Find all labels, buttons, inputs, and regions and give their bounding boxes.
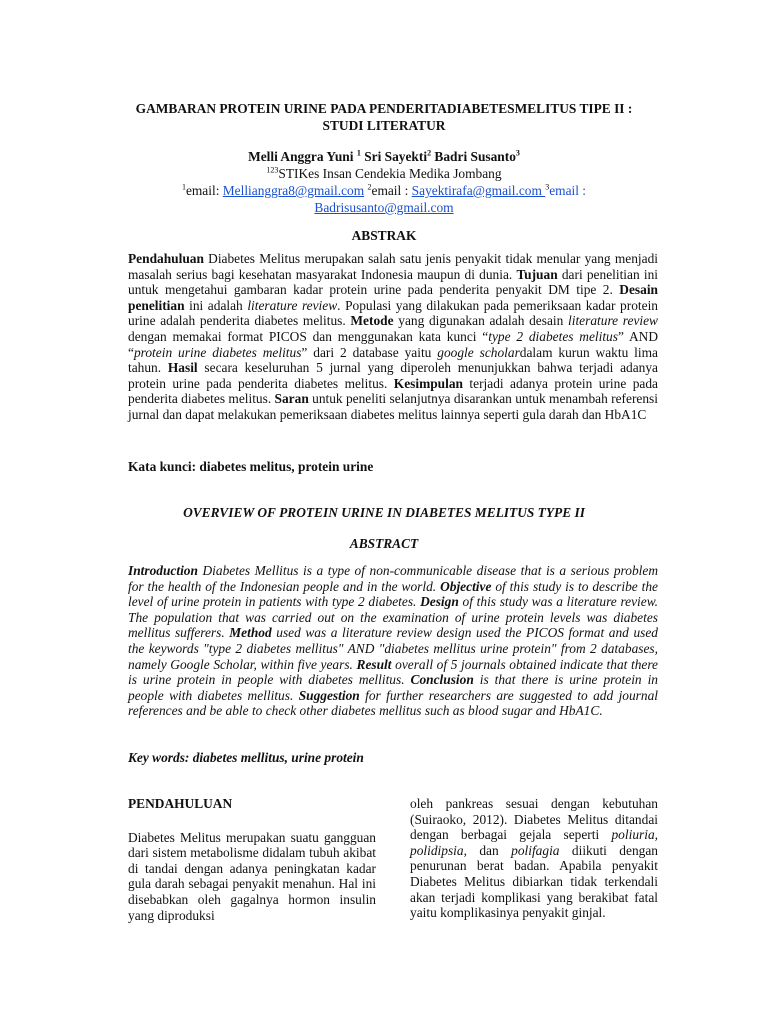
- affiliation-text: STIKes Insan Cendekia Medika Jombang: [278, 166, 502, 181]
- key-words: [128, 750, 658, 766]
- abstract-heading: ABSTRACT: [349, 536, 419, 551]
- introduction-label: Introduction: [128, 563, 198, 578]
- suggestion-text: for further researchers are suggested to add journal references and be able to check other diabetes mellitus such as blood sugar and HbA1C.: [128, 687, 658, 719]
- kata-kunci-text: : diabetes melitus, protein urine: [191, 459, 374, 474]
- paper-title: [100, 100, 668, 134]
- kesimpulan-text: terjadi adanya protein urine pada penderita diabetes melitus.: [128, 375, 658, 407]
- tujuan-label: Tujuan: [516, 266, 558, 282]
- desain-text-1: ini adalah: [184, 297, 248, 313]
- abstract-body: [128, 563, 658, 719]
- author-names: [100, 148, 668, 165]
- conclusion-label: Conclusion: [410, 672, 474, 688]
- result-text: overall of 5 journals obtained indicate that there is urine protein in people with diabetes mellitus.: [128, 656, 659, 688]
- introduction-text: Diabetes Mellitus is a type of non-communicable disease that is a serious problem for the health of the Indonesian people and in the world.: [128, 563, 658, 594]
- email-line: [100, 182, 668, 199]
- metode-italic-3: protein urine diabetes melitus: [133, 344, 302, 360]
- email-line-2: [100, 199, 668, 216]
- kata-kunci: [128, 459, 658, 475]
- right-text-1: oleh pankreas sesuai dengan kebutuhan (Suiraoko, 2012). Diabetes Melitus ditandai dengan berbagai gejala seperti: [410, 796, 658, 843]
- abstrak-body: [128, 251, 658, 423]
- key-words-text: : diabetes mellitus, urine protein: [184, 750, 364, 765]
- metode-text-1: yang digunakan adalah desain: [393, 313, 569, 329]
- metode-text-5: dalam kurun waktu lima tahun.: [128, 344, 658, 376]
- left-paragraph: Diabetes Melitus merupakan suatu gangguan dari sistem metabolisme didalam tubuh akibat di tandai dengan adanya peningkatan kadar gula darah sebagai penyakit menahun. Hal ini disebabkan oleh gagalnya hormon insulin yang diproduksi: [128, 829, 376, 923]
- author-3: Badri Susanto: [434, 149, 516, 164]
- author-2-sup: 2: [427, 148, 432, 158]
- email-1-sup: 1: [181, 182, 186, 192]
- saran-label: Saran: [274, 391, 309, 407]
- objective-text: of this study is to describe the level of urine protein in patients with type 2 diabetes.: [128, 578, 658, 610]
- email-3-label: email :: [549, 183, 587, 198]
- right-italic-1: poliuria, polidipsia: [410, 827, 658, 858]
- desain-label: Desain penelitian: [128, 282, 658, 313]
- metode-italic-2: type 2 diabetes melitus: [488, 328, 618, 344]
- english-title: OVERVIEW OF PROTEIN URINE IN DIABETES MELITUS TYPE II: [183, 505, 585, 520]
- result-label: Result: [356, 656, 392, 672]
- pendahuluan-text: Diabetes Melitus merupakan salah satu jenis penyakit tidak menular yang menjadi masalah serius bagi kesehatan masyarakat Indonesia maupun di dunia.: [128, 251, 658, 282]
- saran-text: untuk peneliti selanjutnya disarankan untuk menambah referensi jurnal dan dapat melakukan pemeriksaan diabetes melitus lainnya seperti gula darah dan HbA1C: [128, 391, 658, 422]
- tujuan-text: dari penelitian ini untuk mengetahui gambaran kadar protein urine pada penderita penyakit DM tipe 2.: [128, 266, 658, 298]
- design-text: of this study was a literature review. The population that was carried out on the examination of urine protein levels was diabetes mellitus sufferers.: [128, 594, 658, 641]
- email-2-label: email :: [371, 183, 412, 198]
- desain-italic: literature review: [247, 297, 338, 313]
- key-words-label: Key words: [128, 750, 185, 765]
- method-label: Method: [229, 625, 272, 641]
- title-line-1: GAMBARAN PROTEIN URINE PADA PENDERITADIABETESMELITUS TIPE II :: [135, 101, 633, 116]
- right-italic-2: polifagia: [511, 842, 560, 858]
- desain-text-2: . Populasi yang dilakukan pada pemeriksaan kadar protein urine adalah penderita diabetes melitus.: [128, 297, 658, 329]
- email-2-link[interactable]: Sayektirafa@gmail.com: [411, 183, 546, 198]
- author-block: [100, 148, 668, 216]
- right-text-2: , dan: [463, 842, 512, 858]
- email-1-label: email:: [185, 183, 223, 198]
- metode-text-4: ” dari 2 database yaitu: [301, 344, 438, 360]
- kata-kunci-label: Kata kunci: [128, 459, 192, 474]
- hasil-text: secara keseluruhan 5 jurnal yang diperoleh menunjukkan bahwa terjadi adanya protein urine pada penderita diabetes melitus.: [128, 360, 658, 391]
- email-3-link[interactable]: Badrisusanto@gmail.com: [314, 200, 454, 215]
- email-1-link[interactable]: Mellianggra8@gmail.com: [222, 183, 365, 198]
- metode-text-2: dengan memakai format PICOS dan menggunakan kata kunci “: [128, 328, 489, 344]
- affiliation-sup: 123: [266, 165, 279, 175]
- objective-label: Objective: [440, 578, 492, 594]
- metode-italic-1: literature review: [568, 313, 658, 329]
- method-text: used was a literature review design used the PICOS format and used the keywords "type 2 diabetes mellitus" AND "diabetes mellitus urine protein" from 2 databases, namely Google Scholar, within five years.: [128, 625, 658, 672]
- author-2: Sri Sayekti: [364, 149, 428, 164]
- email-2-sup: 2: [367, 182, 372, 192]
- title-line-2: STUDI LITERATUR: [322, 118, 446, 133]
- affiliation: [100, 165, 668, 182]
- metode-italic-4: google scholar: [437, 344, 520, 360]
- body-column-left: [128, 796, 376, 923]
- hasil-label: Hasil: [167, 360, 198, 376]
- abstrak-heading: ABSTRAK: [351, 228, 417, 243]
- author-3-sup: 3: [515, 148, 520, 158]
- metode-label: Metode: [350, 313, 394, 329]
- author-1: Melli Anggra Yuni: [248, 149, 354, 164]
- email-3-sup: 3: [545, 182, 550, 192]
- suggestion-label: Suggestion: [298, 687, 360, 703]
- author-1-sup: 1: [356, 148, 361, 158]
- metode-text-3: ” AND “: [128, 328, 658, 360]
- design-label: Design: [420, 594, 459, 610]
- kesimpulan-label: Kesimpulan: [393, 375, 463, 391]
- conclusion-text: is that there is urine protein in people with diabetes mellitus.: [128, 672, 658, 703]
- right-text-3: diikuti dengan penurunan berat badan. Apabila penyakit Diabetes Melitus dibiarkan tidak terkendali akan terjadi komplikasi yang berakibat fatal yaitu komplikasinya penyakit ginjal.: [410, 842, 658, 921]
- body-column-right: [410, 796, 658, 921]
- section-title-pendahuluan: PENDAHULUAN: [128, 796, 233, 811]
- pendahuluan-label: Pendahuluan: [128, 251, 204, 266]
